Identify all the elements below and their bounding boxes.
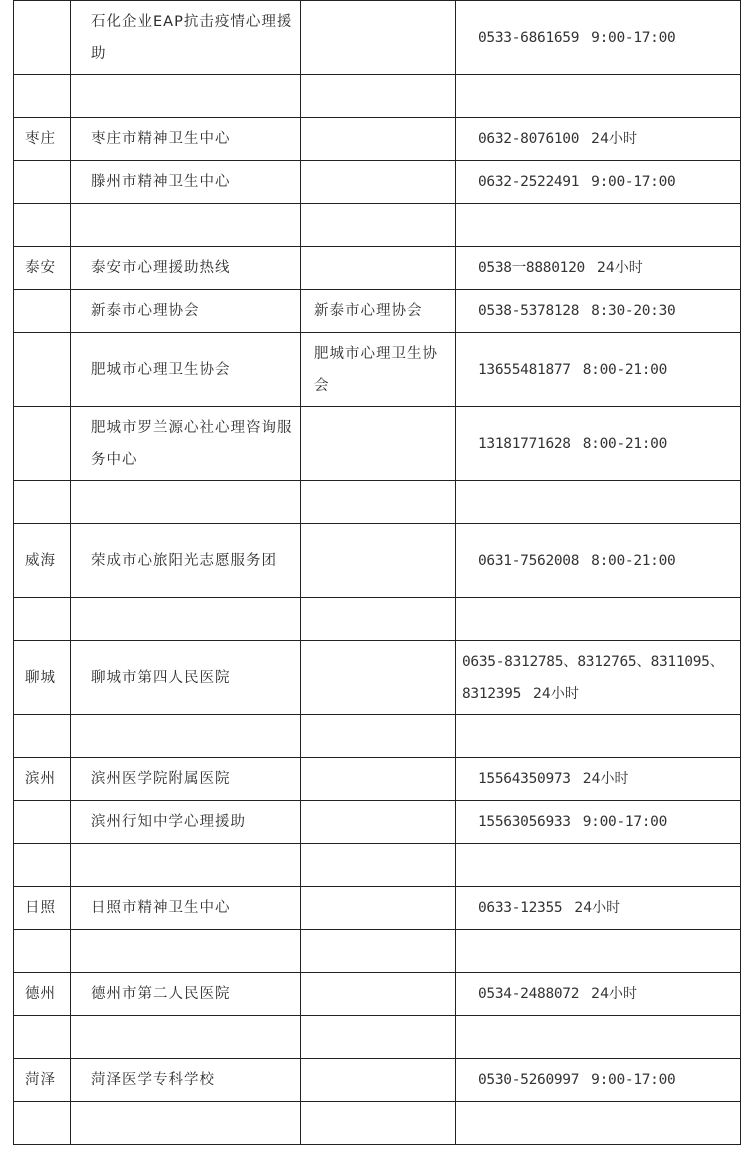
organization-cell [71, 481, 301, 524]
alternate-name-cell [301, 1102, 456, 1145]
phone-hours-cell [456, 887, 741, 930]
phone-hours-cell [456, 407, 741, 481]
phone-hours-cell [456, 758, 741, 801]
organization-cell: 枣庄市精神卫生中心 [71, 118, 301, 161]
organization-cell [71, 1102, 301, 1145]
alternate-name-cell [301, 598, 456, 641]
alternate-name-cell [301, 844, 456, 887]
city-cell [14, 930, 71, 973]
service-hours: 24小时 [574, 900, 621, 916]
service-hours: 9:00-17:00 [591, 1072, 676, 1088]
table-row [14, 524, 741, 598]
phone-hours-cell [456, 481, 741, 524]
phone-number: 0534-2488072 [478, 986, 580, 1002]
organization-cell: 肥城市罗兰源心社心理咨询服务中心 [71, 407, 301, 481]
phone-hours-cell [456, 524, 741, 598]
alternate-name-cell [301, 973, 456, 1016]
city-cell [14, 75, 71, 118]
service-hours: 9:00-17:00 [591, 29, 676, 46]
service-hours: 8:00-21:00 [582, 361, 668, 378]
table-row [14, 758, 741, 801]
alternate-name-cell [301, 407, 456, 481]
organization-cell: 肥城市心理卫生协会 [71, 333, 301, 407]
city-cell [14, 204, 71, 247]
organization-cell: 荣成市心旅阳光志愿服务团 [71, 524, 301, 598]
city-cell: 泰安 [14, 247, 71, 290]
phone-number: 0632-8076100 [478, 131, 580, 147]
phone-hours-cell [456, 844, 741, 887]
alternate-name-cell [301, 247, 456, 290]
table-row [14, 1102, 741, 1145]
service-hours: 24小时 [591, 131, 637, 147]
table-row [14, 481, 741, 524]
phone-hours-cell [456, 247, 741, 290]
phone-number: 0631-7562008 [478, 552, 580, 569]
city-cell [14, 801, 71, 844]
alternate-name-cell: 新泰市心理协会 [301, 290, 456, 333]
organization-cell: 滨州医学院附属医院 [71, 758, 301, 801]
table-row [14, 204, 741, 247]
phone-hours-cell [456, 1, 741, 75]
hotline-table [13, 0, 741, 1145]
table-row [14, 844, 741, 887]
organization-cell: 日照市精神卫生中心 [71, 887, 301, 930]
table-row [14, 1059, 741, 1102]
table-row [14, 715, 741, 758]
organization-cell [71, 715, 301, 758]
city-cell [14, 290, 71, 333]
organization-cell [71, 1016, 301, 1059]
service-hours: 8:00-21:00 [582, 435, 668, 452]
organization-cell: 聊城市第四人民医院 [71, 641, 301, 715]
city-cell [14, 844, 71, 887]
alternate-name-cell [301, 481, 456, 524]
service-hours: 24小时 [533, 685, 579, 702]
alternate-name-cell: 肥城市心理卫生协会 [301, 333, 456, 407]
table-row [14, 801, 741, 844]
city-cell [14, 333, 71, 407]
phone-number: 13181771628 [478, 435, 571, 452]
city-cell [14, 161, 71, 204]
organization-cell: 德州市第二人民医院 [71, 973, 301, 1016]
alternate-name-cell [301, 715, 456, 758]
organization-cell [71, 204, 301, 247]
table-row [14, 247, 741, 290]
service-hours: 24小时 [582, 771, 629, 787]
table-row [14, 973, 741, 1016]
alternate-name-cell [301, 75, 456, 118]
city-cell [14, 481, 71, 524]
phone-hours-cell [456, 290, 741, 333]
city-cell [14, 407, 71, 481]
table-row [14, 887, 741, 930]
organization-cell: 菏泽医学专科学校 [71, 1059, 301, 1102]
table-row [14, 930, 741, 973]
organization-cell [71, 930, 301, 973]
phone-number: 15563056933 [478, 814, 571, 830]
city-cell [14, 1016, 71, 1059]
city-cell: 威海 [14, 524, 71, 598]
city-cell [14, 1, 71, 75]
organization-cell: 石化企业EAP抗击疫情心理援助 [71, 1, 301, 75]
phone-hours-cell [456, 598, 741, 641]
service-hours: 8:00-21:00 [591, 552, 676, 569]
phone-number: 0538-5378128 [478, 303, 580, 319]
phone-hours-cell [456, 161, 741, 204]
phone-hours-cell [456, 715, 741, 758]
phone-hours-cell [456, 1102, 741, 1145]
phone-hours-cell [456, 333, 741, 407]
city-cell: 德州 [14, 973, 71, 1016]
city-cell [14, 1102, 71, 1145]
alternate-name-cell [301, 118, 456, 161]
phone-hours-cell [456, 118, 741, 161]
table-row [14, 118, 741, 161]
alternate-name-cell [301, 204, 456, 247]
table-row [14, 333, 741, 407]
alternate-name-cell [301, 1, 456, 75]
phone-hours-cell [456, 641, 741, 715]
organization-cell: 新泰市心理协会 [71, 290, 301, 333]
phone-hours-cell [456, 973, 741, 1016]
alternate-name-cell [301, 887, 456, 930]
phone-number: 0633-12355 [478, 900, 563, 916]
phone-hours-cell [456, 930, 741, 973]
city-cell: 日照 [14, 887, 71, 930]
alternate-name-cell [301, 1016, 456, 1059]
city-cell: 滨州 [14, 758, 71, 801]
organization-cell: 滕州市精神卫生中心 [71, 161, 301, 204]
phone-hours-cell [456, 1016, 741, 1059]
table-row [14, 290, 741, 333]
hotline-table-body [14, 1, 741, 1145]
city-cell: 聊城 [14, 641, 71, 715]
alternate-name-cell [301, 930, 456, 973]
phone-number: 15564350973 [478, 771, 571, 787]
phone-hours-cell [456, 1059, 741, 1102]
organization-cell: 滨州行知中学心理援助 [71, 801, 301, 844]
phone-number: 0533-6861659 [478, 29, 580, 46]
table-row [14, 407, 741, 481]
alternate-name-cell [301, 801, 456, 844]
service-hours: 8:30-20:30 [591, 303, 676, 319]
organization-cell [71, 598, 301, 641]
alternate-name-cell [301, 161, 456, 204]
table-row [14, 641, 741, 715]
phone-hours-cell [456, 801, 741, 844]
table-row [14, 1, 741, 75]
city-cell: 菏泽 [14, 1059, 71, 1102]
phone-hours-cell [456, 75, 741, 118]
organization-cell [71, 75, 301, 118]
city-cell [14, 598, 71, 641]
phone-number: 0538一8880120 [478, 260, 585, 276]
table-row [14, 598, 741, 641]
phone-number: 0635-8312785、8312765、8311095、8312395 [462, 653, 724, 702]
phone-hours-cell [456, 204, 741, 247]
organization-cell [71, 844, 301, 887]
organization-cell: 泰安市心理援助热线 [71, 247, 301, 290]
phone-number: 0632-2522491 [478, 174, 580, 190]
alternate-name-cell [301, 758, 456, 801]
phone-number: 0530-5260997 [478, 1072, 580, 1088]
table-row [14, 161, 741, 204]
phone-number: 13655481877 [478, 361, 571, 378]
service-hours: 24小时 [591, 986, 637, 1002]
city-cell: 枣庄 [14, 118, 71, 161]
table-row [14, 75, 741, 118]
service-hours: 9:00-17:00 [591, 174, 676, 190]
alternate-name-cell [301, 524, 456, 598]
city-cell [14, 715, 71, 758]
service-hours: 24小时 [596, 260, 643, 276]
service-hours: 9:00-17:00 [582, 814, 668, 830]
alternate-name-cell [301, 1059, 456, 1102]
alternate-name-cell [301, 641, 456, 715]
table-row [14, 1016, 741, 1059]
